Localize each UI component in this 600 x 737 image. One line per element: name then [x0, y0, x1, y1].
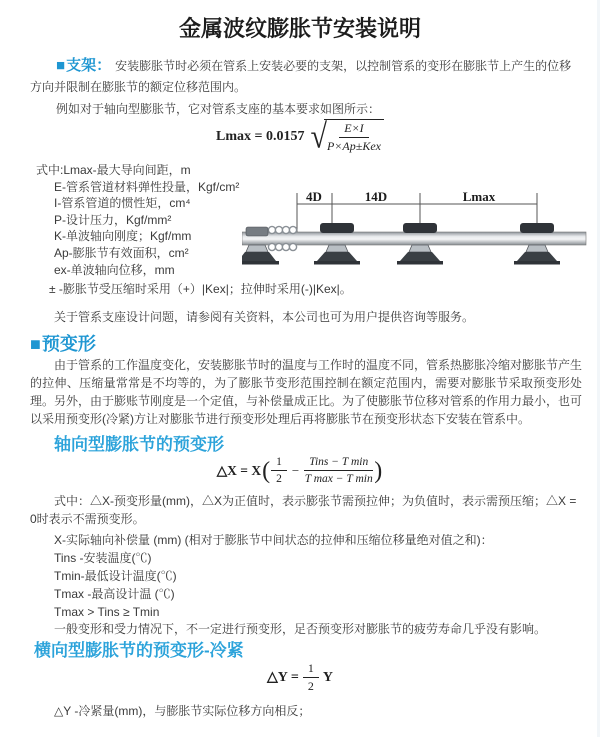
- temp-line: Tmin-最低设计温度(℃): [54, 569, 177, 583]
- axial-explain: 式中：△X-预变形量(mm)，△X为正值时，表示膨张节需预拉伸；为负值时，表示需预压缩；△X = 0时表示不需预变形。: [30, 494, 577, 526]
- variable-line: Ap-膨胀节有效面积，cm²: [54, 245, 189, 260]
- formula-lmax-denominator: P×Ap±Kex: [326, 139, 381, 153]
- half-fraction: [271, 455, 287, 487]
- variable-line: 式中:Lmax-最大导向间距，m: [36, 163, 191, 177]
- open-paren: (: [262, 457, 271, 484]
- lateral-subheading: 横向型膨胀节的预变形-冷紧: [34, 641, 244, 660]
- temp-numerator: Tins − T min: [304, 455, 373, 471]
- section-square-icon: ■: [56, 57, 66, 74]
- support-section-heading: 支架：: [66, 57, 112, 74]
- dim-label-4d: 4D: [306, 190, 322, 204]
- formula-lateral-lhs: △Y =: [267, 670, 299, 685]
- formula-lmax-radicand: [324, 119, 384, 154]
- half-numerator: 1: [303, 661, 319, 678]
- half-denominator: 2: [276, 473, 282, 486]
- temp-denominator: T max − T min: [304, 473, 373, 486]
- temp-line: Tmax > Tins ≥ Tmin: [54, 605, 160, 619]
- variable-line: K-单波轴向刚度；Kgf/mm: [54, 229, 192, 244]
- temp-fraction: [304, 455, 373, 487]
- sqrt-radical-icon: √: [310, 116, 327, 155]
- page-title: 金属波纹膨胀节安装说明: [178, 16, 421, 41]
- x-definition: X-实际轴向补偿量 (mm) (相对于膨胀节中间状态的拉伸和压缩位移量绝对值之和)：: [54, 533, 493, 547]
- predeform-heading-label: 预变形: [41, 334, 96, 354]
- formula-lmax-numerator: E×I: [339, 121, 368, 138]
- temp-line: Tins -安装温度(℃): [54, 551, 152, 565]
- half-numerator: 1: [271, 455, 287, 471]
- predeform-paragraph: 由于管系的工作温度变化，安装膨胀节时的温度与工作时的温度不同，管系热膨胀冷缩对膨胀节产生的拉伸、压缩量常常是不均等的，为了膨胀节变形范围控制在额定范围内，需要对膨胀节采取预变形处理。另外，由于膨账节刚度是一个定值，与补偿量成正比。为了使膨胀节位移对管系的作用力最小，也可以采用预变形(冷紧)方让对膨胀节进行预变形处理后再将膨胀节在预变形状态下安装在管系中。: [30, 358, 583, 426]
- temp-line: Tmax -最高设计温 (℃): [54, 587, 175, 601]
- formula-axial-lhs: △X = X: [216, 462, 262, 478]
- variable-line: E-管系管道材料弹性投量，Kgf/cm²: [54, 179, 240, 194]
- formula-lmax: [0, 116, 600, 155]
- minus-sign: −: [291, 462, 300, 478]
- formula-axial: [0, 455, 600, 487]
- half-denominator: 2: [307, 679, 314, 693]
- support-paragraph: [30, 56, 580, 97]
- section-square-icon: ■: [30, 334, 41, 354]
- predeform-section-heading: [30, 330, 96, 356]
- formula-lateral-rhs: Y: [322, 669, 333, 685]
- variable-line: ex-单波轴向位移，mm: [54, 262, 175, 277]
- formula-lmax-lhs: Lmax = 0.0157: [216, 128, 305, 144]
- formula-lateral: [0, 661, 600, 694]
- half-fraction: [303, 661, 319, 694]
- variable-line: P-设计压力，Kgf/mm²: [54, 212, 172, 227]
- dim-label-14d: 14D: [364, 190, 388, 204]
- temperature-definitions: [54, 549, 177, 621]
- example-line: 例如对于轴向型膨胀节，它对管系支座的基本要求如图所示：: [56, 102, 381, 116]
- axial-subheading: 轴向型膨胀节的预变形: [54, 435, 224, 454]
- close-paren: ): [374, 457, 383, 484]
- support-spacing-diagram: [242, 190, 590, 276]
- axial-note: 一般变形和受力情况下，不一定进行预变形，足否预变形对膨胀节的疲劳寿命几乎没有影响。: [54, 622, 547, 636]
- dim-label-lmax: Lmax: [462, 190, 496, 204]
- support-intro-text: 安装膨胀节时必须在管系上安装必要的支架，以控制管系的变形在膨胀节上产生的位移方向并限制在膨胀节的额定位移范围内。: [30, 59, 572, 94]
- dy-definition: △Y -冷紧量(mm)，与膨胀节实际位移方向相反；: [54, 704, 311, 718]
- variable-line: I-管系管道的惯性矩，cm⁴: [54, 196, 191, 211]
- plus-minus-note: ± -膨胀节受压缩时采用（+）|Kex|；拉伸时采用(-)|Kex|。: [49, 282, 352, 297]
- consult-note: 关于管系支座设计问题，请参阅有关资料，本公司也可为用户提供咨询等服务。: [54, 310, 475, 324]
